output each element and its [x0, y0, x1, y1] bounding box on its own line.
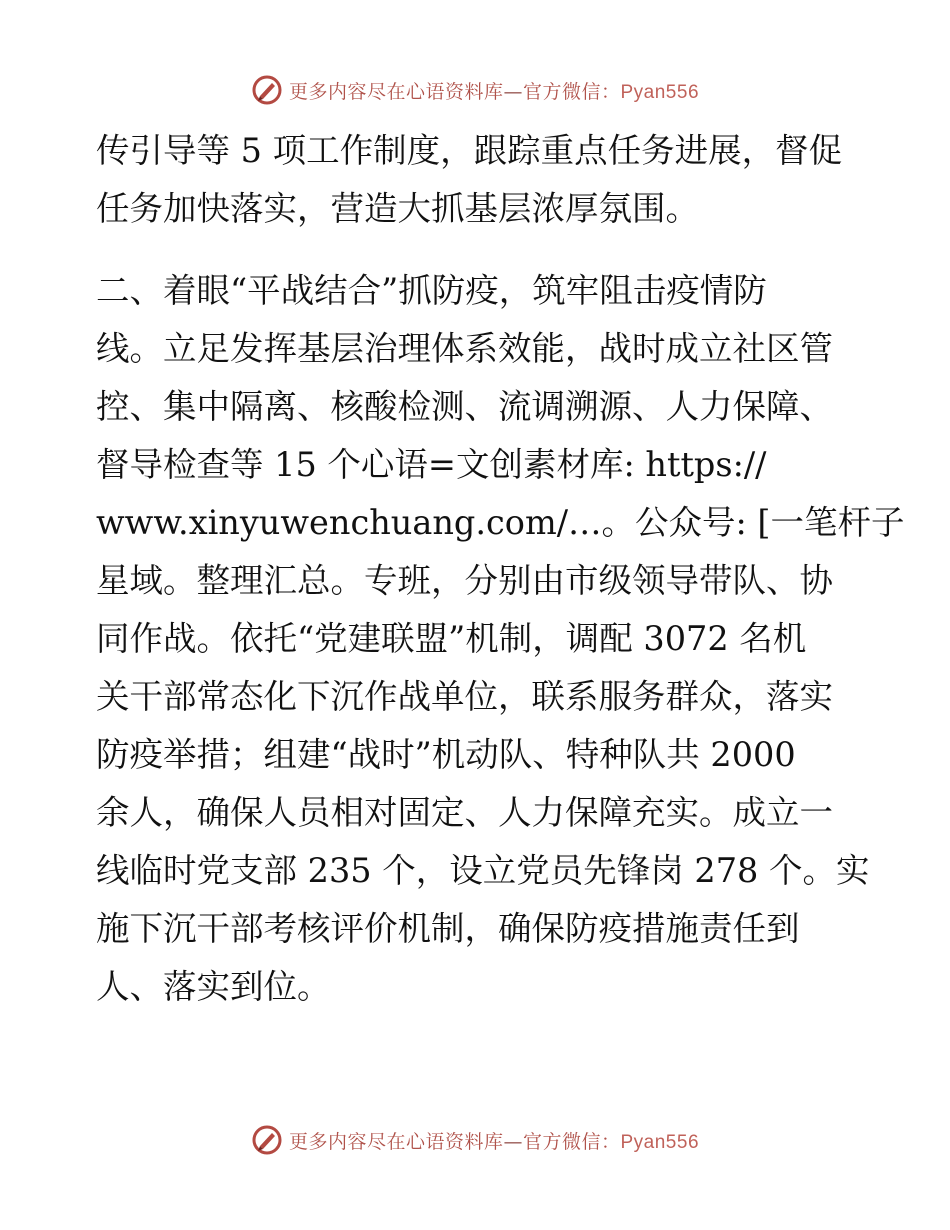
paragraph	[96, 262, 905, 1016]
pen-logo-icon	[251, 74, 283, 106]
header-banner	[0, 70, 950, 110]
footer-banner-suffix: 官方微信：	[522, 1130, 621, 1153]
text-line: www.xinyuwenchuang.com/…。公众号: [一笔杆子	[96, 503, 905, 542]
paragraph-spacer	[96, 238, 856, 262]
header-banner-account: Pyan556	[620, 81, 700, 103]
text-line: 督导检查等 15 个心语=文创素材库: https://	[96, 445, 767, 484]
footer-banner-main-text: 更多内容尽在心语资料库	[288, 1130, 504, 1153]
text-line: 人、落实到位。	[96, 967, 331, 1006]
text-line: 线。立足发挥基层治理体系效能，战时成立社区管	[96, 329, 833, 368]
text-line: 控、集中隔离、核酸检测、流调溯源、人力保障、	[96, 387, 833, 426]
footer-banner	[0, 1120, 950, 1160]
text-line: 防疫举措；组建“战时”机动队、特种队共 2000	[96, 735, 796, 774]
text-line: 关干部常态化下沉作战单位，联系服务群众，落实	[96, 677, 833, 716]
pen-logo-icon	[251, 1124, 283, 1156]
text-line: 星域。整理汇总。专班，分别由市级领导带队、协	[96, 561, 833, 600]
text-line: 二、着眼“平战结合”抓防疫，筑牢阻击疫情防	[96, 271, 767, 310]
text-line: 传引导等 5 项工作制度，跟踪重点任务进展，督促	[96, 131, 843, 170]
footer-banner-dash: —	[503, 1130, 523, 1153]
header-banner-main-text: 更多内容尽在心语资料库	[288, 80, 504, 103]
text-line: 同作战。依托“党建联盟”机制，调配 3072 名机	[96, 619, 807, 658]
footer-banner-group	[251, 1124, 699, 1156]
footer-banner-account: Pyan556	[620, 1131, 700, 1153]
header-banner-dash: —	[503, 80, 523, 103]
text-line: 线临时党支部 235 个，设立党员先锋岗 278 个。实	[96, 851, 870, 890]
footer-banner-text	[289, 1127, 699, 1154]
header-banner-suffix: 官方微信：	[522, 80, 621, 103]
text-line: 余人，确保人员相对固定、人力保障充实。成立一	[96, 793, 833, 832]
header-banner-group	[251, 74, 699, 106]
header-banner-text	[289, 77, 699, 104]
text-line: 任务加快落实，营造大抓基层浓厚氛围。	[96, 189, 699, 228]
text-line: 施下沉干部考核评价机制，确保防疫措施责任到	[96, 909, 800, 948]
paragraph	[96, 122, 856, 238]
document-body	[96, 122, 905, 1016]
